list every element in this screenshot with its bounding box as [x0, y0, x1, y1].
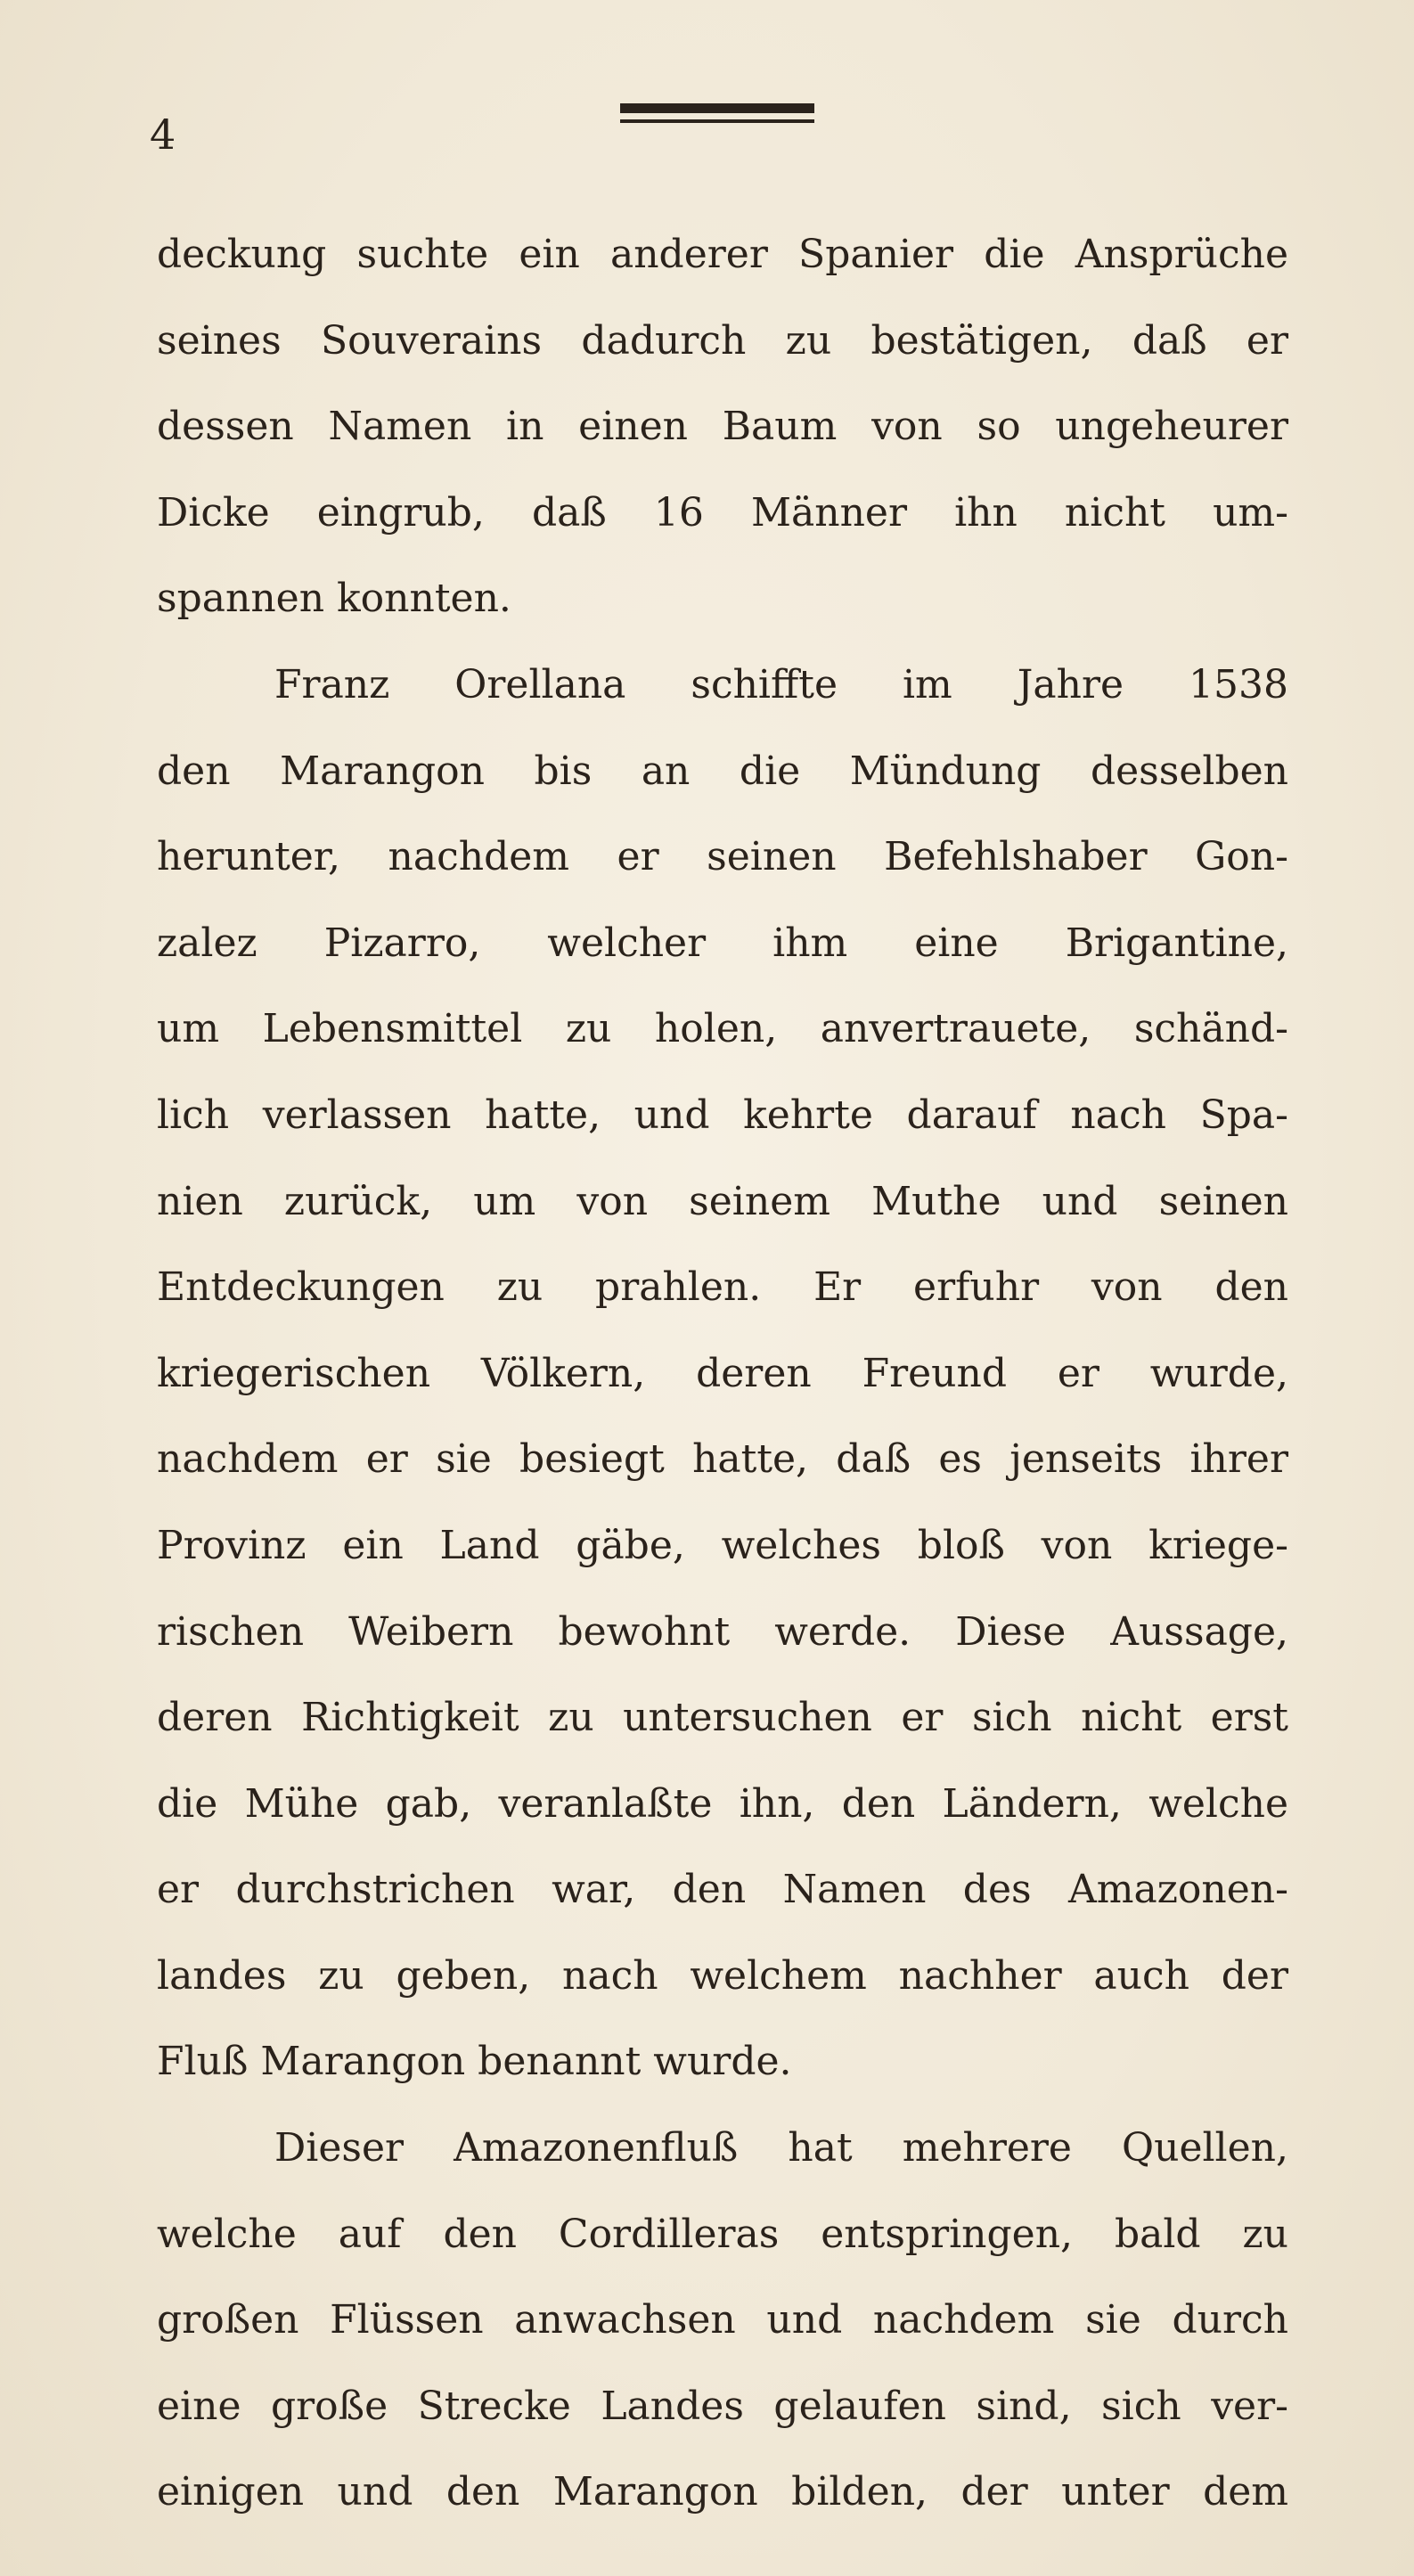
- header-rule-thick: [620, 103, 814, 113]
- text-line: landes zu geben, nach welchem nachher auch der: [157, 1952, 1288, 1999]
- text-line: lich verlassen hatte, und kehrte darauf nach Spa-: [157, 1092, 1288, 1138]
- text-line: rischen Weibern bewohnt werde. Diese Aussage,: [157, 1608, 1288, 1655]
- text-line: nien zurück, um von seinem Muthe und seinen: [157, 1178, 1288, 1224]
- page-number: 4: [150, 110, 176, 159]
- text-line: Provinz ein Land gäbe, welches bloß von kriege-: [157, 1522, 1288, 1568]
- text-line: spannen konnten.: [157, 576, 511, 622]
- text-line: seines Souverains dadurch zu bestätigen, daß er: [157, 317, 1288, 364]
- text-line: Franz Orellana schiffte im Jahre 1538: [274, 661, 1288, 707]
- header-rule-thin: [620, 119, 814, 123]
- text-line: nachdem er sie besiegt hatte, daß es jenseits ihrer: [157, 1436, 1288, 1483]
- text-line: Dicke eingrub, daß 16 Männer ihn nicht um-: [157, 489, 1288, 536]
- text-line: deren Richtigkeit zu untersuchen er sich nicht erst: [157, 1695, 1288, 1741]
- text-line: welche auf den Cordilleras entspringen, bald zu: [157, 2211, 1288, 2257]
- text-line: die Mühe gab, veranlaßte ihn, den Ländern, welche: [157, 1780, 1288, 1827]
- body-text: [157, 212, 1288, 2536]
- text-line: Fluß Marangon benannt wurde.: [157, 2039, 792, 2085]
- text-line: großen Flüssen anwachsen und nachdem sie durch: [157, 2297, 1288, 2343]
- text-line: deckung suchte ein anderer Spanier die Ansprüche: [157, 232, 1288, 277]
- text-line: dessen Namen in einen Baum von so ungeheurer: [157, 404, 1288, 450]
- text-line: um Lebensmittel zu holen, anvertrauete, schänd-: [157, 1006, 1288, 1052]
- text-line: kriegerischen Völkern, deren Freund er wurde,: [157, 1350, 1288, 1396]
- text-line: den Marangon bis an die Mündung desselben: [157, 748, 1288, 794]
- text-line: eine große Strecke Landes gelaufen sind, sich ver-: [157, 2383, 1288, 2429]
- text-line: einigen und den Marangon bilden, der unter dem: [157, 2469, 1288, 2515]
- text-line: herunter, nachdem er seinen Befehlshaber Gon-: [157, 834, 1288, 880]
- text-line: zalez Pizarro, welcher ihm eine Brigantine,: [157, 920, 1288, 966]
- text-line: Entdeckungen zu prahlen. Er erfuhr von den: [157, 1264, 1288, 1311]
- text-line: Dieser Amazonenfluß hat mehrere Quellen,: [274, 2125, 1288, 2171]
- text-line: er durchstrichen war, den Namen des Amazonen-: [157, 1867, 1288, 1913]
